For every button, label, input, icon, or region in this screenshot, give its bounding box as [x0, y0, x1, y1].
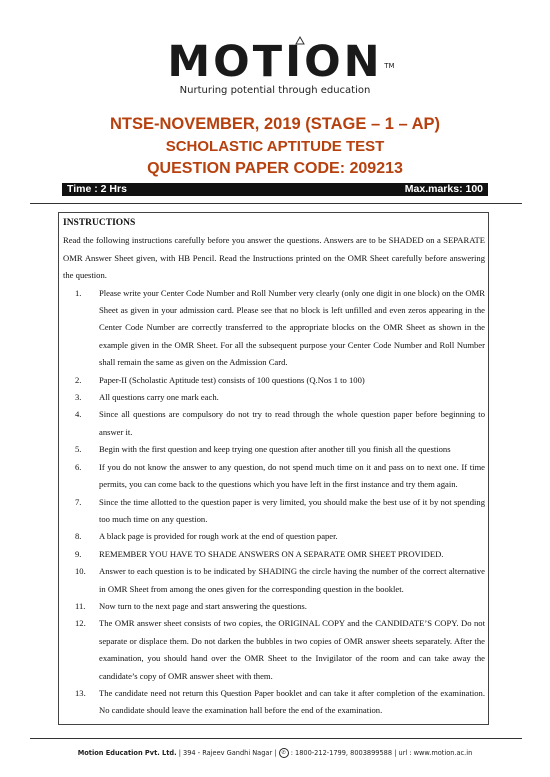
instruction-item	[63, 441, 485, 458]
instruction-number: 7.	[75, 496, 82, 507]
instruction-item	[63, 372, 485, 389]
footer-company: Motion Education Pvt. Ltd.	[77, 749, 177, 757]
instruction-item	[63, 546, 485, 563]
instruction-number: 10.	[75, 566, 86, 577]
instruction-text: Begin with the first question and keep trying one question after another till you finish all the questions	[99, 444, 451, 455]
exam-titles	[0, 114, 550, 179]
question-paper-code: QUESTION PAPER CODE: 209213	[147, 160, 403, 177]
instruction-number: 4.	[75, 409, 82, 420]
time-label: Time : 2 Hrs	[67, 183, 127, 195]
instruction-text: If you do not know the answer to any question, do not spend much time on it and pass on to next one. If time permits, you can come back to the questions which you have left in the first instance and try them again.	[99, 461, 485, 490]
footer-separator: |	[274, 749, 279, 757]
instruction-number: 8.	[75, 531, 82, 542]
instruction-text: Since all questions are compulsory do not try to read through the whole question paper before beginning to answer it.	[99, 409, 485, 437]
instruction-number: 1.	[75, 287, 82, 298]
motion-logo	[0, 37, 550, 96]
phone-icon: ✆	[279, 748, 289, 758]
instructions-list	[63, 285, 485, 720]
max-marks-label: Max.marks: 100	[404, 183, 483, 195]
instruction-text: All questions carry one mark each.	[99, 392, 219, 403]
logo-tagline: Nurturing potential through education	[179, 85, 371, 96]
footer-url: url : www.motion.ac.in	[398, 749, 473, 757]
instruction-text: Since the time allotted to the question paper is very limited, you should make the best use of it by not spending too much time on any question.	[99, 496, 485, 524]
instructions-heading: INSTRUCTIONS	[63, 218, 136, 228]
instruction-number: 3.	[75, 392, 82, 403]
exam-title: NTSE-NOVEMBER, 2019 (STAGE – 1 – AP)	[109, 115, 441, 133]
time-marks-bar	[62, 183, 488, 196]
instructions-content	[63, 215, 485, 720]
instruction-item	[63, 563, 485, 598]
instruction-text: Now turn to the next page and start answering the questions.	[99, 600, 307, 611]
exam-subtitle: SCHOLASTIC APTITUDE TEST	[165, 138, 385, 155]
instruction-text: Paper-II (Scholastic Aptitude test) consists of 100 questions (Q.Nos 1 to 100)	[99, 374, 365, 385]
instruction-item	[63, 389, 485, 406]
instruction-number: 9.	[75, 548, 82, 559]
instructions-intro: Read the following instructions carefully before you answer the questions. Answers are to be SHADED on a SEPARATE OMR Answer Sheet given, with HB Pencil. Read the Instructions printed on the OMR Sheet carefully before answering the question.	[63, 235, 485, 281]
top-divider	[30, 203, 522, 204]
instruction-number: 6.	[75, 461, 82, 472]
instruction-number: 11.	[75, 600, 86, 611]
instruction-item	[63, 615, 485, 685]
footer-separator: |	[178, 749, 184, 757]
instruction-number: 2.	[75, 374, 82, 385]
logo-emblem-icon	[293, 36, 307, 46]
instruction-item	[63, 285, 485, 372]
footer-address: 394 - Rajeev Gandhi Nagar	[183, 749, 273, 757]
instruction-text: A black page is provided for rough work at the end of question paper.	[99, 531, 338, 542]
footer-phone: : 1800-212-1799, 8003899588	[290, 749, 393, 757]
instruction-item	[63, 406, 485, 441]
instruction-item	[63, 494, 485, 529]
instruction-text: The OMR answer sheet consists of two copies, the ORIGINAL COPY and the CANDIDATE’S COPY. Do not separate or displace them. Do not darken the bubbles in two copies of OMR answer sheets separately. After the examination, you should hand over the OMR Sheet to the Invigilator of the room and can take away the candidate’s copy of OMR answer sheet with them.	[99, 618, 485, 681]
instruction-number: 5.	[75, 444, 82, 455]
instruction-item	[63, 598, 485, 615]
instruction-text: Please write your Center Code Number and Roll Number very clearly (only one digit in one block) on the OMR Sheet as given in your admission card. Please see that no block is left unfilled and even zeros appearing in the Center Code Number are correctly transferred to the appropriate blocks on the OMR Sheet as shown in the example given in the OMR Sheet. For all the subsequent purpose your Center Code Number and Roll Number shall remain the same as given on the Admission Card.	[99, 287, 485, 368]
instruction-text: REMEMBER YOU HAVE TO SHADE ANSWERS ON A SEPARATE OMR SHEET PROVIDED.	[99, 548, 444, 559]
logo-word: MOTION	[167, 37, 383, 87]
footer-separator: |	[394, 749, 399, 757]
instruction-text: The candidate need not return this Question Paper booklet and can take it after completion of the examination. No candidate should leave the examination hall before the end of the examination.	[99, 687, 485, 716]
instruction-number: 12.	[75, 618, 86, 629]
instruction-item	[63, 528, 485, 545]
footer-divider	[30, 738, 522, 739]
instruction-text: Answer to each question is to be indicated by SHADING the circle having the number of the correct alternative in OMR Sheet from among the ones given for the corresponding question in the booklet.	[99, 566, 485, 594]
instruction-item	[63, 459, 485, 494]
logo-wordmark	[167, 37, 395, 87]
logo-trademark: TM	[384, 62, 395, 70]
instruction-number: 13.	[75, 687, 86, 698]
page-footer	[0, 748, 550, 758]
instruction-item	[63, 685, 485, 720]
